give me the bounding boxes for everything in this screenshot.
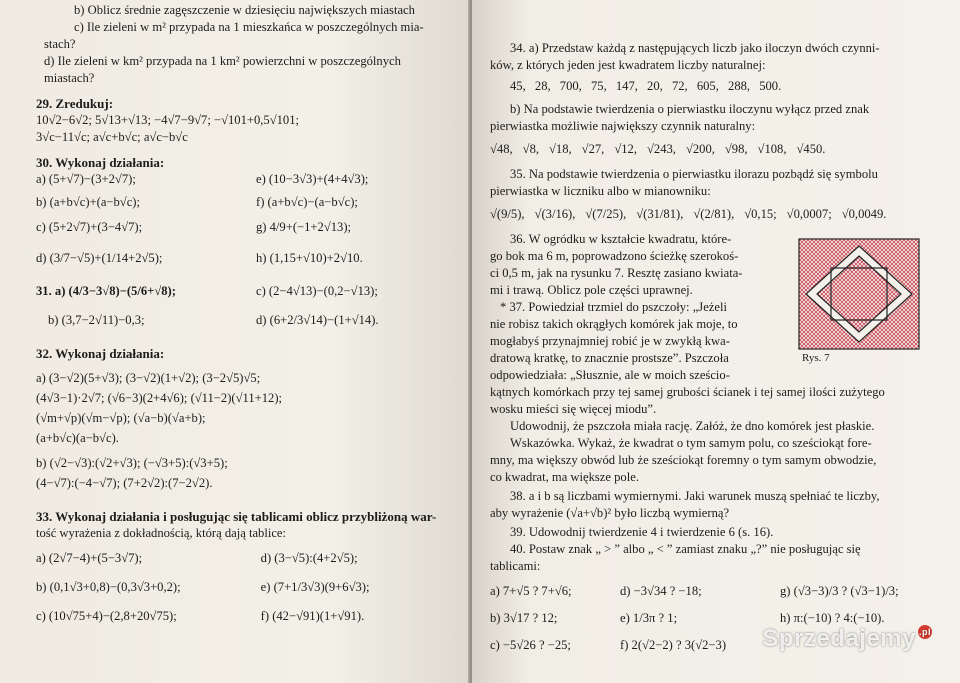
- exercise-30-item: d) (3/7−√5)+(1/14+2√5);: [36, 251, 163, 265]
- root-item: √(2/81),: [693, 207, 735, 221]
- exercise-30-item: h) (1,15+√10)+2√10.: [256, 251, 363, 265]
- exercise-40-item: e) 1/3π ? 1;: [620, 611, 678, 625]
- intro-line: d) Ile zieleni w km² przypada na 1 km² powierzchni w poszczególnych: [44, 54, 401, 68]
- exercise-40-line: tablicami:: [490, 559, 541, 573]
- exercise-32-line: (4−√7):(−4−√7); (7+2√2):(7−2√2).: [36, 476, 213, 490]
- root-item: √48,: [490, 142, 513, 156]
- exercise-30-row: [36, 250, 456, 267]
- root-item: √8,: [522, 142, 540, 156]
- left-page: [0, 0, 470, 683]
- exercise-33-heading-cont: tość wyrażenia z dokładnością, którą dają tablice:: [36, 526, 287, 540]
- root-item: √200,: [685, 142, 715, 156]
- exercise-33-item: e) (7+1/3√3)(9+6√3);: [260, 580, 370, 594]
- exercise-32-line: (4√3−1)·2√7; (√6−3)(2+4√6); (√11−2)(√11+12);: [36, 391, 283, 405]
- exercise-36-line: go bok ma 6 m, poprowadzono ścieżkę szerokoś-: [490, 249, 739, 263]
- exercise-40-item: b) 3√17 ? 12;: [490, 611, 558, 625]
- watermark-badge: .pl: [919, 627, 931, 637]
- exercise-40-row: [490, 583, 940, 600]
- watermark-text: Sprzedajemy: [762, 625, 916, 652]
- exercise-37-line: nie robisz takich okrągłych komórek jak moje, to: [490, 317, 738, 331]
- exercise-30-item: a) (5+√7)−(3+2√7);: [36, 172, 136, 186]
- intro-line: c) Ile zieleni w m² przypada na 1 mieszkańca w poszczególnych mia-: [74, 20, 424, 34]
- exercise-31-item: 31. a) (4/3−3√8)−(5/6+√8);: [36, 284, 176, 298]
- exercise-33-row: [36, 608, 456, 625]
- intro-line: b) Oblicz średnie zagęszczenie w dziesięciu największych miastach: [74, 3, 415, 17]
- exercise-40-item: d) −3√34 ? −18;: [620, 584, 702, 598]
- exercise-40-item: a) 7+√5 ? 7+√6;: [490, 584, 572, 598]
- exercise-30-item: g) 4/9+(−1+2√13);: [256, 220, 352, 234]
- exercise-31-item: d) (6+2/3√14)−(1+√14).: [256, 313, 379, 327]
- exercise-33-item: f) (42−√91)(1+√91).: [260, 609, 365, 623]
- root-item: √27,: [581, 142, 605, 156]
- watermark: [762, 625, 932, 653]
- exercise-37-line: * 37. Powiedział trzmiel do pszczoły: „Jeżeli: [500, 300, 727, 314]
- exercise-40-item: h) π:(−10) ? 4:(−10).: [780, 611, 885, 625]
- exercise-30-item: e) (10−3√3)+(4+4√3);: [256, 172, 369, 186]
- exercise-37-line: Wskazówka. Wykaż, że kwadrat o tym samym polu, co sześciokąt fore-: [510, 436, 872, 450]
- exercise-34-line: 34. a) Przedstaw każdą z następujących liczb jako iloczyn dwóch czynni-: [510, 41, 880, 55]
- root-item: √108,: [757, 142, 787, 156]
- exercise-31-row: [36, 312, 456, 329]
- exercise-31-item: c) (2−4√13)−(0,2−√13);: [256, 284, 378, 298]
- exercise-32-heading: 32. Wykonaj działania:: [36, 346, 165, 361]
- right-page: [472, 0, 960, 683]
- exercise-30-item: b) (a+b√c)+(a−b√c);: [36, 195, 140, 209]
- exercise-32-line: (a+b√c)(a−b√c).: [36, 431, 119, 445]
- exercise-30-row: [36, 194, 456, 211]
- exercise-30-row: [36, 171, 456, 188]
- exercise-34-line: ków, z których jeden jest kwadratem liczby naturalnej:: [490, 58, 766, 72]
- exercise-33-heading: 33. Wykonaj działania i posługując się tablicami oblicz przybliżoną war-: [36, 509, 437, 524]
- root-item: √18,: [549, 142, 572, 156]
- exercise-40-item: g) (√3−3)/3 ? (√3−1)/3;: [780, 584, 899, 598]
- exercise-30-item: f) (a+b√c)−(a−b√c);: [256, 195, 358, 209]
- figure-caption: Rys. 7: [802, 352, 830, 364]
- exercise-33-item: d) (3−√5):(4+2√5);: [260, 551, 358, 565]
- exercise-31-row: [36, 283, 456, 300]
- exercise-35-line: 35. Na podstawie twierdzenia o pierwiastku ilorazu pozbądź się symbolu: [510, 167, 878, 181]
- exercise-34-line: pierwiastka możliwie największy czynnik naturalny:: [490, 119, 756, 133]
- exercise-40-item: f) 2(√2−2) ? 3(√2−3): [620, 638, 727, 652]
- exercise-29-line: 10√2−6√2; 5√13+√13; −4√7−9√7; −√101+0,5√101;: [36, 113, 300, 127]
- exercise-33-item: b) (0,1√3+0,8)−(0,3√3+0,2);: [36, 580, 181, 594]
- exercise-37-line: kątnych komórkach przy tej samej grubości ścianek i tej samej ilości zużytego: [490, 385, 885, 399]
- root-item: √(3/16),: [534, 207, 576, 221]
- exercise-37-line: Udowodnij, że pszczoła miała rację. Załóż, że dno komórek jest płaskie.: [510, 419, 875, 433]
- exercise-35-roots: [490, 206, 940, 223]
- exercise-32-line: a) (3−√2)(5+√3); (3−√2)(1+√2); (3−2√5)√5;: [36, 371, 261, 385]
- exercise-29-line: 3√c−11√c; a√c+b√c; a√c−b√c: [36, 130, 188, 144]
- exercise-37-line: wosku mieści się więcej miodu”.: [490, 402, 657, 416]
- root-item: √0,0049.: [841, 207, 887, 221]
- exercise-33-item: c) (10√75+4)−(2,8+20√75);: [36, 609, 177, 623]
- root-item: √(31/81),: [636, 207, 684, 221]
- exercise-34-line: b) Na podstawie twierdzenia o pierwiastku iloczynu wyłącz przed znak: [510, 102, 870, 116]
- root-item: √(7/25),: [585, 207, 627, 221]
- exercise-30-row: [36, 219, 456, 236]
- exercise-30-heading: 30. Wykonaj działania:: [36, 155, 165, 170]
- exercise-32-line: b) (√2−√3):(√2+√3); (−√3+5):(√3+5);: [36, 456, 228, 470]
- exercise-38-line: aby wyrażenie (√a+√b)² było liczbą wymierną?: [490, 506, 730, 520]
- garden-figure: [798, 238, 920, 350]
- exercise-33-row: [36, 579, 456, 596]
- exercise-36: [490, 231, 786, 384]
- exercise-37-line: odpowiedziała: „Słusznie, ale w moich sześcio-: [490, 368, 730, 382]
- exercise-36-line: 36. W ogródku w kształcie kwadratu, które-: [510, 232, 732, 246]
- exercise-37-line: co kwadrat, ma większe pole.: [490, 470, 639, 484]
- exercise-35-line: pierwiastka w liczniku albo w mianowniku:: [490, 184, 711, 198]
- root-item: √450.: [796, 142, 826, 156]
- exercise-37-line: mny, ma większy obwód lub że sześciokąt foremny o tym samym obwodzie,: [490, 453, 877, 467]
- root-item: √0,0007;: [786, 207, 832, 221]
- exercise-40-item: c) −5√26 ? −25;: [490, 638, 571, 652]
- root-item: √0,15;: [744, 207, 777, 221]
- exercise-37-line: mogłabyś przynajmniej robić je w zwykłą kwa-: [490, 334, 730, 348]
- root-item: √243,: [646, 142, 676, 156]
- exercise-34-roots: [490, 141, 940, 158]
- exercise-33-item: a) (2√7−4)+(5−3√7);: [36, 551, 143, 565]
- intro-line: miastach?: [44, 71, 95, 85]
- exercise-36-line: mi i trawą. Oblicz pole części uprawnej.: [490, 283, 693, 297]
- exercise-30-item: c) (5+2√7)+(3−4√7);: [36, 220, 143, 234]
- exercise-36-line: ci 0,5 m, jak na rysunku 7. Resztę zasiano kwiata-: [490, 266, 743, 280]
- exercise-29-heading: 29. Zredukuj:: [36, 96, 114, 111]
- exercise-37-line: dratową kratkę, to znacznie prostsze”. Pszczoła: [490, 351, 729, 365]
- root-item: √12,: [614, 142, 637, 156]
- root-item: √98,: [724, 142, 748, 156]
- exercise-31-item: b) (3,7−2√11)−0,3;: [48, 313, 145, 327]
- exercise-32-line: (√m+√p)(√m−√p); (√a−b)(√a+b);: [36, 411, 206, 425]
- exercise-33-row: [36, 550, 456, 567]
- intro-line: stach?: [44, 37, 76, 51]
- exercise-38-line: 38. a i b są liczbami wymiernymi. Jaki warunek muszą spełniać te liczby,: [510, 489, 880, 503]
- root-item: √(9/5),: [490, 207, 525, 221]
- exercise-40-line: 40. Postaw znak „ > ” albo „ < ” zamiast znaku „?” nie posługując się: [510, 542, 861, 556]
- exercise-34-numbers: 45, 28, 700, 75, 147, 20, 72, 605, 288, 500.: [510, 79, 782, 93]
- exercise-39-line: 39. Udowodnij twierdzenie 4 i twierdzenie 6 (s. 16).: [510, 525, 774, 539]
